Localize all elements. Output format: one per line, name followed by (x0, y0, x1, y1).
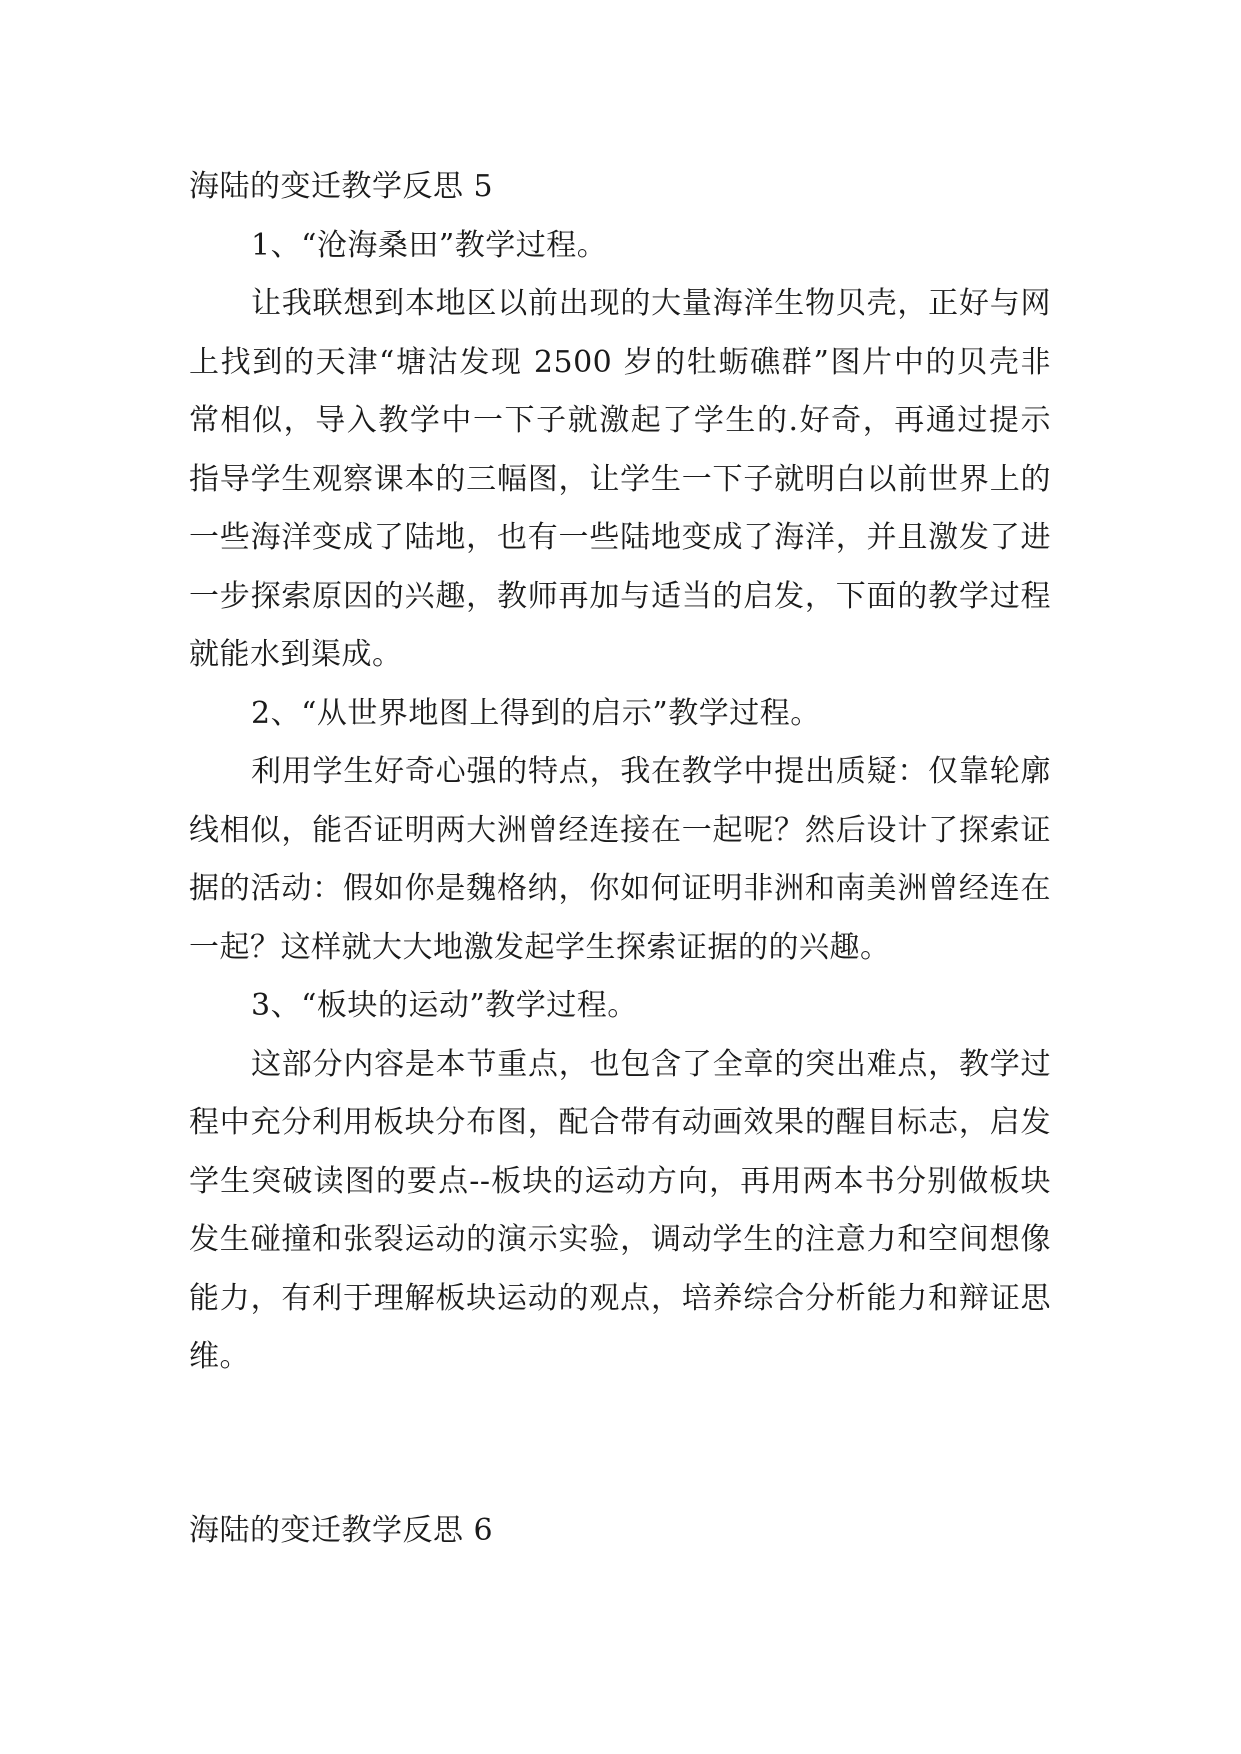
paragraph-1: 让我联想到本地区以前出现的大量海洋生物贝壳，正好与网上找到的天津“塘沽发现 2500 岁的牡蛎礁群”图片中的贝壳非常相似，导入教学中一下子就激起了学生的.好奇，再通过提示指导学生观察课本的三幅图，让学生一下子就明白以前世界上的一些海洋变成了陆地，也有一些陆地变成了海洋，并且激发了进一步探索原因的兴趣，教师再加与适当的启发，下面的教学过程就能水到渠成。 (189, 286, 1051, 672)
section-6 (189, 1502, 1051, 1561)
section-6-title: 海陆的变迁教学反思 6 (189, 1513, 494, 1548)
heading-1: 1、“沧海桑田”教学过程。 (251, 227, 608, 263)
heading-3: 3、“板块的运动”教学过程。 (251, 988, 638, 1023)
paragraph-2: 利用学生好奇心强的特点，我在教学中提出质疑：仅靠轮廓线相似，能否证明两大洲曾经连接在一起呢？然后设计了探索证据的活动：假如你是魏格纳，你如何证明非洲和南美洲曾经连在一起？这样就大大地激发起学生探索证据的的兴趣。 (189, 754, 1051, 965)
paragraph-3: 这部分内容是本节重点，也包含了全章的突出难点，教学过程中充分利用板块分布图，配合带有动画效果的醒目标志，启发学生突破读图的要点--板块的运动方向，再用两本书分别做板块发生碰撞和张裂运动的演示实验，调动学生的注意力和空间想像能力，有利于理解板块运动的观点，培养综合分析能力和辩证思维。 (189, 1046, 1051, 1374)
section-5 (189, 158, 1051, 1387)
heading-2: 2、“从世界地图上得到的启示”教学过程。 (251, 695, 821, 731)
section-5-title: 海陆的变迁教学反思 5 (189, 169, 494, 204)
